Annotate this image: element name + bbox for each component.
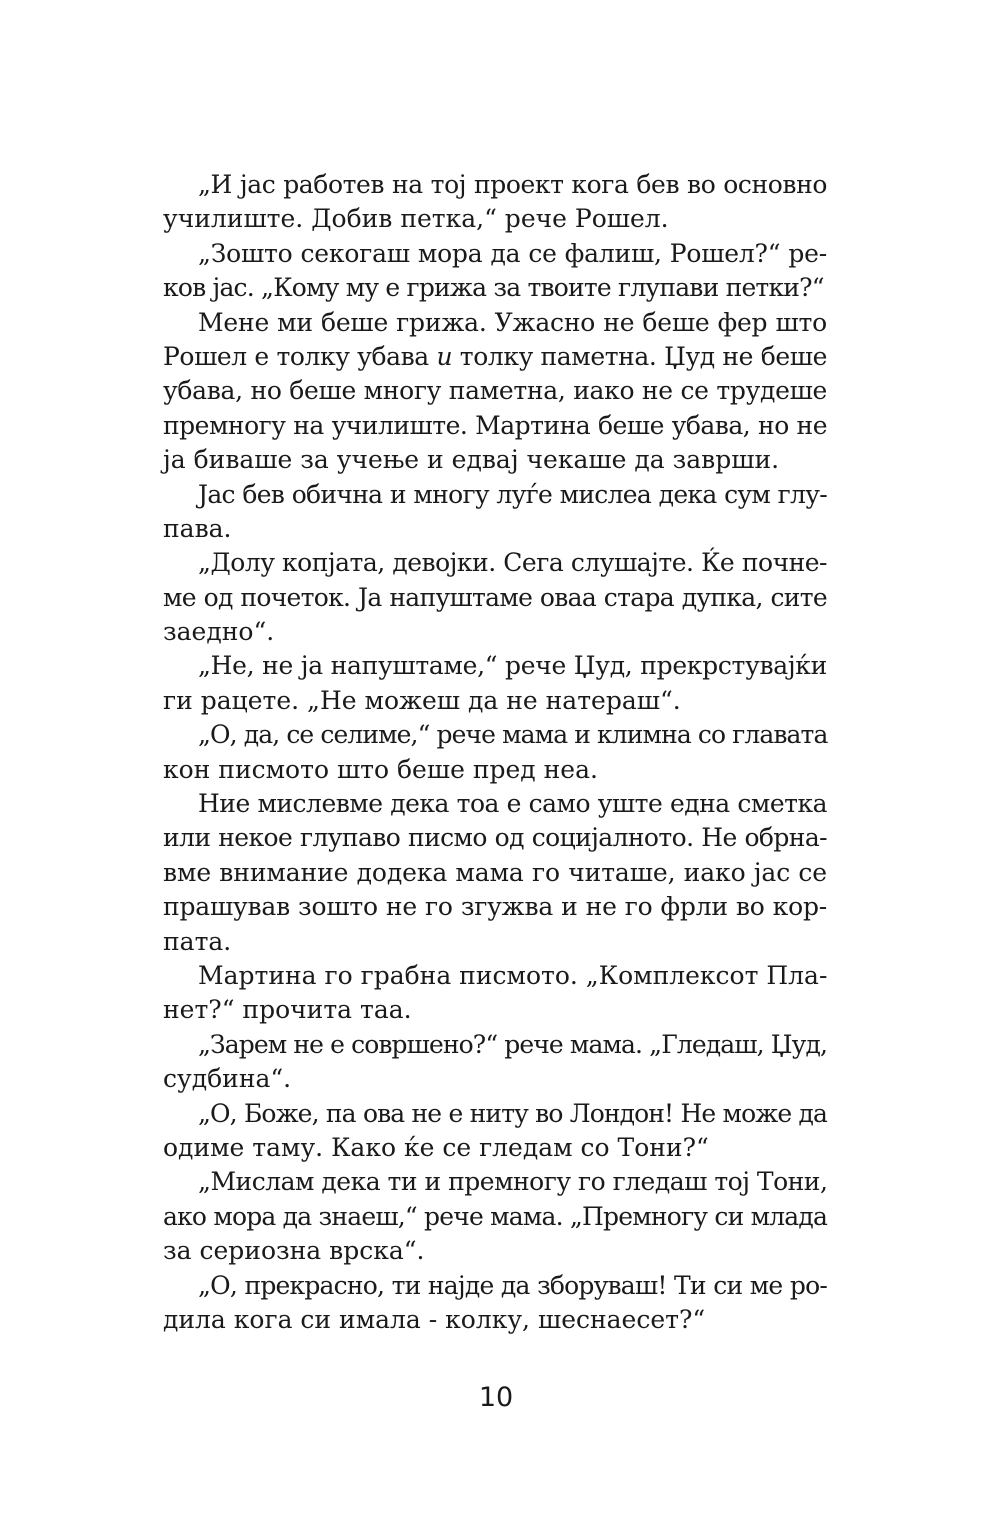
body-text xyxy=(163,168,827,1337)
text-line: „Зошто секогаш мора да се фалиш, Рошел?“ ре- xyxy=(198,238,827,268)
text-line: „Мислам дека ти и премногу го гледаш тој Тони, xyxy=(198,1167,828,1197)
text-line: нет?“ прочита таа. xyxy=(163,995,412,1025)
text-line: „Не, не ја напуштаме,“ рече Џуд, прекрстувајќи xyxy=(198,651,827,681)
text-line: убава, но беше многу паметна, иако не се трудеше xyxy=(163,376,827,406)
text-line: Рошел е толку убава и толку паметна. Џуд не беше xyxy=(163,341,827,371)
text-line: одиме таму. Како ќе се гледам со Тони?“ xyxy=(163,1132,709,1162)
text-line: Мене ми беше грижа. Ужасно не беше фер што xyxy=(198,307,827,337)
text-line: училиште. Добив петка,“ рече Рошел. xyxy=(163,204,669,234)
text-line: пата. xyxy=(163,926,232,956)
text-line: „О, Боже, па ова не е ниту во Лондон! Не може да xyxy=(198,1098,827,1128)
text-line: ме од почеток. Ја напуштаме оваа стара дупка, сите xyxy=(163,582,827,612)
text-line: „О, прекрасно, ти најде да зборуваш! Ти си ме ро- xyxy=(198,1270,827,1300)
text-line: ги рацете. „Не можеш да не натераш“. xyxy=(163,685,681,715)
text-line: прашував зошто не го згужва и не го фрли во кор- xyxy=(163,892,827,922)
text-line: „Долу копјата, девојки. Сега слушајте. Ќе почне- xyxy=(198,548,827,578)
text-line: Мартина го грабна писмото. „Комплексот Пла- xyxy=(198,960,828,990)
text-line: дила кога си имала - колку, шеснаесет?“ xyxy=(163,1304,706,1334)
text-line: ја биваше за учење и едвај чекаше да заврши. xyxy=(163,445,780,475)
text-line: Јас бев обична и многу луѓе мислеа дека сум глу- xyxy=(198,479,827,509)
text-line: Ние мислевме дека тоа е само уште една сметка xyxy=(198,789,827,819)
text-line: ков јас. „Кому му е грижа за твоите глупави петки?“ xyxy=(163,273,824,303)
text-line: или некое глупаво писмо од социјалното. Не обрна- xyxy=(163,823,827,853)
page-number: 10 xyxy=(478,1382,514,1413)
text-line: ако мора да знаеш,“ рече мама. „Премногу си млада xyxy=(163,1201,828,1231)
text-line: заедно“. xyxy=(163,617,275,647)
text-line: „И јас работев на тој проект кога бев во основно xyxy=(198,170,827,199)
text-line: „О, да, се селиме,“ рече мама и климна со главата xyxy=(198,720,828,750)
text-line: „Зарем не е совршено?“ рече мама. „Гледаш, Џуд, xyxy=(198,1029,827,1059)
text-line: за сериозна врска“. xyxy=(163,1236,425,1266)
text-line: вме внимание додека мама го читаше, иако јас се xyxy=(163,857,827,887)
text-line: кон писмото што беше пред неа. xyxy=(163,754,598,784)
text-line: премногу на училиште. Мартина беше убава, но не xyxy=(163,410,827,440)
text-line: пава. xyxy=(163,513,232,543)
text-line: судбина“. xyxy=(163,1064,292,1094)
